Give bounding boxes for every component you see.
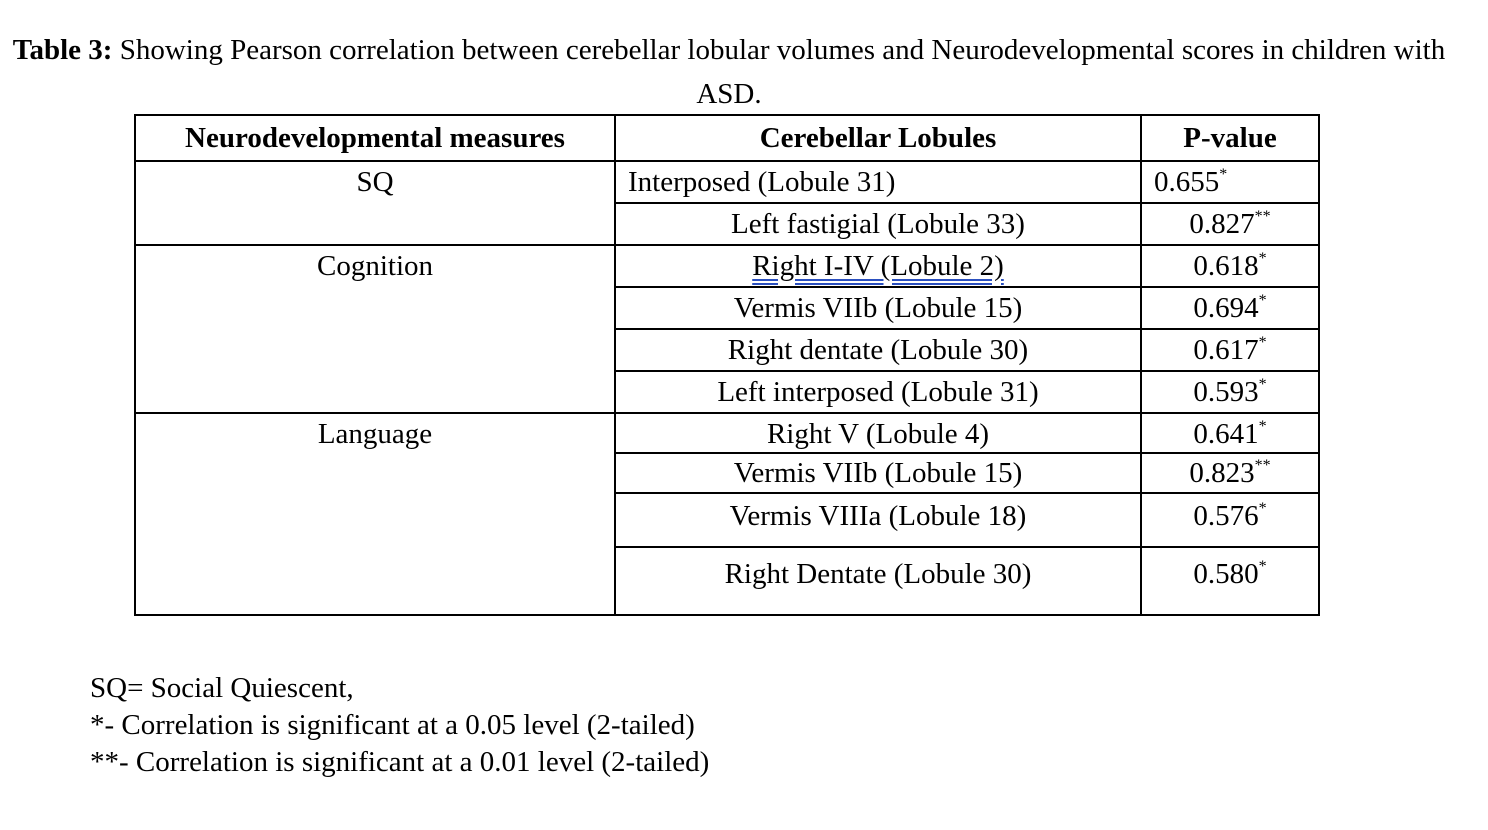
caption-label: Table 3: — [12, 34, 113, 66]
table-notes — [90, 670, 709, 781]
caption-text: Showing Pearson correlation between cerebellar lobular volumes and Neurodevelopmental scores in children with ASD. — [119, 34, 1446, 110]
pvalue-cell: 0.593* — [1193, 376, 1267, 408]
lobule-cell — [616, 288, 1140, 330]
lobule-column — [615, 161, 1141, 245]
table-caption — [0, 28, 1458, 116]
lobule-cell: Right Dentate (Lobule 30) — [724, 558, 1032, 590]
lobule-cell — [616, 246, 1140, 288]
measure-cell: Cognition — [135, 245, 615, 413]
measure-cell: SQ — [135, 161, 615, 245]
header-row — [135, 115, 1319, 161]
pvalue-cell: 0.827** — [1189, 208, 1271, 240]
lobule-cell: Vermis VIIIa (Lobule 18) — [616, 494, 1140, 548]
correlation-table — [134, 114, 1320, 616]
measure-cell: Language — [135, 413, 615, 615]
pvalue-column — [1141, 161, 1319, 245]
lobule-cell: Right dentate (Lobule 30) — [616, 330, 1140, 372]
pvalue-cell: 0.617* — [1142, 330, 1318, 372]
group-row-cognition — [135, 245, 1319, 413]
pvalue-cell: 0.576* — [1142, 494, 1318, 548]
note-line: SQ= Social Quiescent, — [90, 672, 354, 704]
header-pvalue: P-value — [1141, 115, 1319, 161]
lobule-column — [615, 245, 1141, 413]
note-line: *- Correlation is significant at a 0.05 level (2-tailed) — [90, 709, 695, 741]
lobule-cell: Vermis VIIb (Lobule 15) — [616, 454, 1140, 494]
pvalue-column — [1141, 413, 1319, 615]
lobule-cell-text: Vermis VIIb (Lobule 15) — [733, 292, 1023, 324]
pvalue-cell: 0.618* — [1142, 246, 1318, 288]
group-row-language — [135, 413, 1319, 615]
pvalue-cell: 0.823** — [1142, 454, 1318, 494]
note-line: **- Correlation is significant at a 0.01 level (2-tailed) — [90, 746, 710, 778]
lobule-cell-text: Right I-IV (Lobule 2) — [752, 250, 1004, 282]
lobule-cell: Left fastigial (Lobule 33) — [731, 208, 1025, 240]
group-row-sq — [135, 161, 1319, 245]
lobule-column — [615, 413, 1141, 615]
header-measure: Neurodevelopmental measures — [135, 115, 615, 161]
lobule-cell: Right V (Lobule 4) — [616, 414, 1140, 454]
pvalue-cell: 0.655* — [1142, 162, 1318, 204]
header-lobule: Cerebellar Lobules — [615, 115, 1141, 161]
lobule-cell: Left interposed (Lobule 31) — [717, 376, 1039, 408]
pvalue-cell: 0.694* — [1142, 288, 1318, 330]
lobule-cell: Interposed (Lobule 31) — [616, 162, 1140, 204]
pvalue-cell: 0.580* — [1193, 558, 1267, 590]
pvalue-cell: 0.641* — [1142, 414, 1318, 454]
pvalue-column — [1141, 245, 1319, 413]
